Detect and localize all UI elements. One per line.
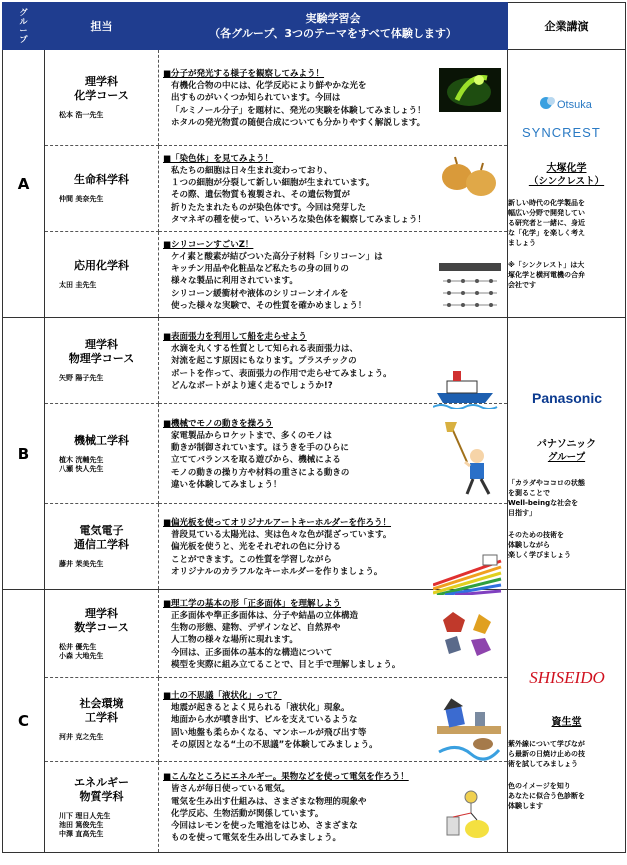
otsuka-logo-text: Otsuka (556, 98, 592, 111)
firefly-image (439, 68, 501, 116)
dept-cell (45, 404, 159, 504)
dept-cell (45, 678, 159, 762)
dept-cell (45, 232, 159, 318)
syncrest-logo-text: SYNCREST (521, 124, 601, 140)
experiment-cell (159, 678, 508, 762)
dept-cell (45, 146, 159, 232)
onion-image (439, 155, 499, 205)
dept-name: 理学科 化学コース (74, 75, 129, 102)
experiment-cell (159, 590, 508, 678)
experiment-title: ■シリコーンすごいZ！ (163, 239, 254, 250)
header-experiment-sub: （各グループ、3つのテーマをすべて体験します） (209, 27, 457, 40)
teacher-name: 松本 浩一先生 (59, 111, 104, 119)
table-row (3, 590, 626, 678)
experiment-body: ケイ素と酸素が結びついた高分子材料「シリコーン」は キッチン用品や化粧品など私たちの身の回りの 様々な製品に利用されています。 シリコーン緩衝材や液体のシリコーンオイルを 使った様々な実験で、その性質を確かめましょう！ (171, 251, 383, 311)
corp-note: ※「シンクレスト」は大 塚化学と横河電機の合弁 会社です (508, 260, 585, 289)
experiment-body: 水滴を丸くする性質として知られる表面張力は、 対流を起こす原因にもなります。プラスチックの ボートを作って、表面張力の作用で走らせてみましょう。 どんなボートがより速く走るでしょうか!? (171, 343, 392, 391)
teacher-name: 松井 優先生 小森 大地先生 (59, 642, 104, 660)
silicone-structure-image (439, 263, 501, 313)
experiment-body: 有機化合物の中には、化学反応により鮮やかな光を 出すものがいくつか知られています。今回は 「ルミノール分子」を題材に、発光の実験を体験してみましょう！ ホタルの発光物質の随便合成についても分かりやすく解説します。 (171, 80, 426, 128)
header-group-label: グループ (19, 8, 28, 44)
otsuka-logo (508, 92, 625, 118)
dept-name: 理学科 物理学コース (68, 338, 135, 365)
header-group (3, 3, 45, 50)
experiment-title: ■機械でモノの動きを操ろう (163, 418, 273, 429)
group-c-label: C (3, 590, 45, 853)
dept-cell (45, 590, 159, 678)
corp-text: 「カラダやココロの状態 を測ることで Well-beingな社会を 目指す」 (508, 478, 585, 517)
schedule-table (2, 2, 626, 853)
dept-name: 理学科 数学コース (74, 606, 129, 634)
table-row (3, 318, 626, 404)
experiment-title: ■偏光板を使ってオリジナルアートキーホルダーを作ろう！ (163, 517, 392, 528)
corp-sub: グループ (547, 451, 586, 463)
experiment-body: 家電製品からロケットまで、多くのモノは 動きが制御されています。ほうきを手のひらに 立ててバランスを取る遊びから、機械による モノの動きの操り方や材料の重さによる動きの 違いを体験してみましょう！ (171, 430, 350, 490)
shiseido-logo (508, 666, 625, 692)
experiment-cell (159, 50, 508, 146)
dept-name: 電気電子 通信工学科 (74, 524, 129, 551)
dept-cell (45, 50, 159, 146)
dept-name: 機械工学科 (74, 433, 129, 447)
liquefaction-image (437, 692, 501, 766)
panasonic-logo-text: Panasonic (531, 389, 602, 406)
corp-sub: （シンクレスト） (528, 175, 605, 187)
polyhedra-image (439, 610, 497, 662)
corp-text: 新しい時代の化学製品を 幅広い分野で開発してい る研究者と一緒に、身近 な「化学」を楽しく考え ましょう (508, 198, 585, 247)
experiment-body: 皆さんが毎日使っている電気。 電気を生み出す仕組みは、さまざまな物理的現象や 化学反応、生物活動が関係しています。 今回はレモンを使った電池をはじめ、さまざまな ものを使って電気を生み出してみましょう。 (171, 784, 367, 844)
teacher-name: 植木 洸輔先生 八瀬 快人先生 (59, 455, 104, 473)
teacher-name: 川下 理日人先生 池田 篤俊先生 中澤 直高先生 (59, 811, 111, 838)
table-row (3, 50, 626, 146)
experiment-body: 私たちの細胞は日々生まれ変わっており、 １つの細胞が分裂して新しい細胞が生まれています。 その際、遺伝物質も複製され、その遺伝物質が 折りたたまれたものが染色体です。今回は発芽した タマネギの種を使って、いろいろな染色体を観察してみましょう！ (171, 165, 426, 225)
group-a-label: A (3, 50, 45, 318)
shiseido-logo-text: SHISEIDO (528, 667, 605, 687)
teacher-name: 矢野 陽子先生 (59, 374, 104, 382)
experiment-body: 地震が起きるとよく見られる「液状化」現象。 地面から水が噴き出す、ビルを支えているような 固い地盤も柔らかくなる、マンホールが飛び出す等 その原因となる“土の不思議”を体験してみましょう。 (171, 702, 378, 750)
experiment-cell (159, 504, 508, 590)
teacher-name: 河井 克之先生 (59, 733, 104, 741)
ship-image (433, 369, 499, 413)
dept-cell (45, 762, 159, 853)
teacher-name: 藤井 茉美先生 (59, 560, 104, 568)
corp-panasonic (508, 318, 626, 590)
experiment-cell (159, 762, 508, 853)
teacher-name: 仲間 美奈先生 (59, 195, 104, 203)
header-corp: 企業講演 (508, 3, 626, 50)
dept-name: 生命科学科 (74, 173, 129, 186)
experiment-body: 正多面体や準正多面体は、分子や結晶の立体構造 生物の形態、建物、デザインなど、自然界や 人工物の様々な場所に現れます。 今回は、正多面体の基本的な構造について 模型を実際に組み立てることで、目と手で理解しましょう。 (171, 610, 401, 670)
corp-otsuka (508, 50, 626, 318)
corp-note: そのための技術を 体験しながら 楽しく学びましょう (508, 530, 571, 559)
corp-text: 紫外線について学びなが ら最新の日焼け止めの技 術を試してみましょう (508, 739, 585, 768)
experiment-title: ■分子が発光する様子を観察してみよう！ (163, 68, 325, 79)
experiment-title: ■土の不思議「液状化」って？ (163, 690, 282, 701)
experiment-cell (159, 232, 508, 318)
broom-balance-image (437, 422, 499, 504)
experiment-body: 普段見ている太陽光は、実は色々な色が混ざっています。 偏光板を使うと、光をそれぞれの色に分ける ことができます。この性質を学習しながら オリジナルのカラフルなキーホルダーを作りましょう。 (171, 529, 392, 577)
experiment-title: ■表面張力を利用して船を走らせよう (163, 331, 307, 342)
dept-name: エネルギー 物質学科 (74, 775, 129, 803)
prism-light-image (433, 551, 503, 599)
experiment-cell (159, 404, 508, 504)
corp-note: 色のイメージを知り あなたに似合う色診断を 体験します (508, 781, 585, 810)
panasonic-logo (508, 388, 625, 412)
dept-cell (45, 504, 159, 590)
teacher-name: 太田 圭先生 (59, 281, 97, 289)
corp-shiseido (508, 590, 626, 853)
corp-name: 資生堂 (551, 716, 582, 728)
header-dept: 担当 (45, 3, 159, 50)
dept-name: 応用化学科 (74, 259, 129, 272)
experiment-cell (159, 318, 508, 404)
header-experiment-title: 実験学習会 (305, 12, 361, 25)
dept-name: 社会環境 工学科 (79, 697, 124, 724)
experiment-cell (159, 146, 508, 232)
header-row (3, 3, 626, 50)
header-experiment (159, 3, 508, 50)
experiment-title: ■理工学の基本の形「正多面体」を理解しよう (163, 598, 342, 609)
syncrest-logo (508, 122, 625, 146)
experiment-title: ■こんなところにエネルギー。果物などを使って電気を作ろう！ (163, 772, 409, 783)
corp-name: パナソニック (536, 438, 597, 450)
lemon-battery-image (441, 789, 499, 853)
dept-cell (45, 318, 159, 404)
experiment-title: ■「染色体」を見てみよう！ (163, 153, 274, 164)
group-b-label: B (3, 318, 45, 590)
corp-name: 大塚化学 (546, 162, 587, 174)
